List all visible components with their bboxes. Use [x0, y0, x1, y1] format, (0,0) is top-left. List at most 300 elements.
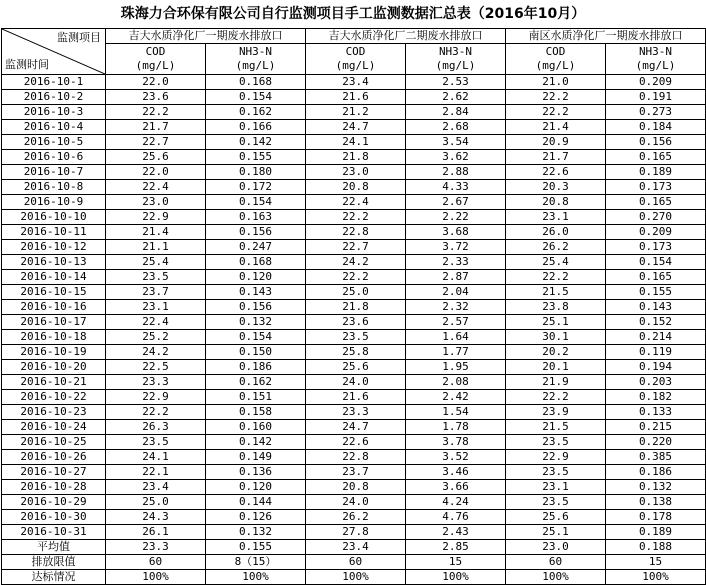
value-cell: 21.6	[306, 90, 406, 105]
value-cell: 0.156	[606, 135, 706, 150]
value-cell: 25.6	[106, 150, 206, 165]
value-cell: 0.163	[206, 210, 306, 225]
value-cell: 0.168	[206, 255, 306, 270]
value-cell: 0.120	[206, 270, 306, 285]
table-row	[2, 165, 706, 180]
param-unit-label: (mg/L)	[635, 59, 676, 72]
value-cell: 0.150	[206, 345, 306, 360]
date-cell: 2016-10-10	[2, 210, 106, 225]
value-cell: 20.1	[506, 360, 606, 375]
value-cell: 22.9	[506, 450, 606, 465]
value-cell: 25.1	[506, 525, 606, 540]
value-cell: 23.0	[306, 165, 406, 180]
value-cell: 23.5	[506, 465, 606, 480]
value-cell: 23.7	[106, 285, 206, 300]
value-cell: 0.168	[206, 75, 306, 90]
value-cell: 0.209	[606, 75, 706, 90]
date-cell: 2016-10-6	[2, 150, 106, 165]
value-cell: 0.209	[606, 225, 706, 240]
table-row	[2, 435, 706, 450]
date-cell: 2016-10-26	[2, 450, 106, 465]
value-cell: 0.220	[606, 435, 706, 450]
date-cell: 2016-10-9	[2, 195, 106, 210]
value-cell: 22.2	[106, 405, 206, 420]
value-cell: 0.247	[206, 240, 306, 255]
value-cell: 20.8	[306, 480, 406, 495]
value-cell: 100%	[506, 570, 606, 585]
value-cell: 2.68	[406, 120, 506, 135]
table-row	[2, 225, 706, 240]
value-cell: 0.165	[606, 195, 706, 210]
value-cell: 3.72	[406, 240, 506, 255]
value-cell: 0.178	[606, 510, 706, 525]
table-row	[2, 420, 706, 435]
value-cell: 25.4	[506, 255, 606, 270]
value-cell: 0.214	[606, 330, 706, 345]
table-row	[2, 135, 706, 150]
report-title: 珠海力合环保有限公司自行监测项目手工监测数据汇总表（2016年10月）	[120, 6, 586, 22]
value-cell: 0.162	[206, 105, 306, 120]
table-row	[2, 150, 706, 165]
value-cell: 0.273	[606, 105, 706, 120]
value-cell: 0.162	[206, 375, 306, 390]
value-cell: 23.1	[106, 300, 206, 315]
value-cell: 23.5	[106, 435, 206, 450]
param-cod-header	[306, 44, 406, 75]
param-unit-label: (mg/L)	[135, 59, 176, 72]
date-cell: 2016-10-3	[2, 105, 106, 120]
value-cell: 2.87	[406, 270, 506, 285]
value-cell: 21.7	[506, 150, 606, 165]
value-cell: 0.270	[606, 210, 706, 225]
value-cell: 4.76	[406, 510, 506, 525]
param-unit-label: (mg/L)	[535, 59, 576, 72]
value-cell: 0.156	[206, 300, 306, 315]
value-cell: 0.119	[606, 345, 706, 360]
value-cell: 0.155	[206, 150, 306, 165]
table-row	[2, 405, 706, 420]
value-cell: 24.3	[106, 510, 206, 525]
date-cell: 2016-10-7	[2, 165, 106, 180]
value-cell: 0.144	[206, 495, 306, 510]
value-cell: 8（15）	[206, 555, 306, 570]
date-cell: 2016-10-22	[2, 390, 106, 405]
value-cell: 21.6	[306, 390, 406, 405]
outlet-header-2: 吉大水质净化厂二期废水排放口	[306, 29, 506, 44]
value-cell: 2.88	[406, 165, 506, 180]
value-cell: 1.64	[406, 330, 506, 345]
table-row	[2, 180, 706, 195]
value-cell: 2.67	[406, 195, 506, 210]
param-nh3-header	[606, 44, 706, 75]
date-cell: 2016-10-16	[2, 300, 106, 315]
value-cell: 0.165	[606, 270, 706, 285]
value-cell: 2.08	[406, 375, 506, 390]
value-cell: 20.8	[506, 195, 606, 210]
value-cell: 22.2	[306, 210, 406, 225]
value-cell: 0.160	[206, 420, 306, 435]
value-cell: 24.0	[306, 495, 406, 510]
value-cell: 0.155	[606, 285, 706, 300]
date-cell: 2016-10-20	[2, 360, 106, 375]
value-cell: 0.143	[606, 300, 706, 315]
table-row	[2, 240, 706, 255]
value-cell: 0.143	[206, 285, 306, 300]
value-cell: 21.4	[506, 120, 606, 135]
value-cell: 21.8	[306, 300, 406, 315]
date-cell: 2016-10-28	[2, 480, 106, 495]
table-row	[2, 510, 706, 525]
value-cell: 22.4	[106, 315, 206, 330]
table-row	[2, 495, 706, 510]
value-cell: 0.132	[206, 315, 306, 330]
value-cell: 20.9	[506, 135, 606, 150]
value-cell: 15	[406, 555, 506, 570]
date-cell: 2016-10-18	[2, 330, 106, 345]
value-cell: 22.1	[106, 465, 206, 480]
value-cell: 23.4	[306, 540, 406, 555]
value-cell: 2.33	[406, 255, 506, 270]
value-cell: 21.9	[506, 375, 606, 390]
value-cell: 22.5	[106, 360, 206, 375]
date-cell: 2016-10-25	[2, 435, 106, 450]
value-cell: 0.156	[206, 225, 306, 240]
date-cell: 2016-10-1	[2, 75, 106, 90]
value-cell: 1.95	[406, 360, 506, 375]
value-cell: 0.186	[206, 360, 306, 375]
value-cell: 22.2	[506, 105, 606, 120]
param-cod-label: COD	[345, 45, 366, 58]
table-row	[2, 450, 706, 465]
value-cell: 23.1	[506, 480, 606, 495]
value-cell: 23.1	[506, 210, 606, 225]
summary-body	[2, 540, 706, 585]
value-cell: 0.120	[206, 480, 306, 495]
value-cell: 0.165	[606, 150, 706, 165]
value-cell: 23.9	[506, 405, 606, 420]
value-cell: 0.186	[606, 465, 706, 480]
date-cell: 2016-10-27	[2, 465, 106, 480]
value-cell: 3.62	[406, 150, 506, 165]
date-cell: 2016-10-2	[2, 90, 106, 105]
value-cell: 23.6	[106, 90, 206, 105]
table-row	[2, 105, 706, 120]
summary-row	[2, 555, 706, 570]
table-row	[2, 255, 706, 270]
value-cell: 2.42	[406, 390, 506, 405]
value-cell: 22.7	[306, 240, 406, 255]
value-cell: 23.3	[306, 405, 406, 420]
value-cell: 24.7	[306, 420, 406, 435]
value-cell: 22.2	[506, 270, 606, 285]
value-cell: 26.2	[306, 510, 406, 525]
daily-data-body	[2, 75, 706, 540]
param-nh3-label: NH3-N	[238, 45, 273, 58]
value-cell: 0.154	[606, 255, 706, 270]
value-cell: 4.33	[406, 180, 506, 195]
table-row	[2, 465, 706, 480]
table-row	[2, 330, 706, 345]
table-row	[2, 195, 706, 210]
value-cell: 60	[506, 555, 606, 570]
value-cell: 25.6	[306, 360, 406, 375]
date-cell: 2016-10-11	[2, 225, 106, 240]
summary-label-cell: 达标情况	[2, 570, 106, 585]
value-cell: 24.7	[306, 120, 406, 135]
value-cell: 100%	[606, 570, 706, 585]
param-unit-label: (mg/L)	[235, 59, 276, 72]
table-row	[2, 75, 706, 90]
date-cell: 2016-10-23	[2, 405, 106, 420]
value-cell: 0.182	[606, 390, 706, 405]
value-cell: 23.4	[106, 480, 206, 495]
value-cell: 2.53	[406, 75, 506, 90]
value-cell: 0.172	[206, 180, 306, 195]
value-cell: 22.4	[306, 195, 406, 210]
value-cell: 0.133	[606, 405, 706, 420]
value-cell: 2.62	[406, 90, 506, 105]
table-row	[2, 90, 706, 105]
value-cell: 2.57	[406, 315, 506, 330]
table-row	[2, 210, 706, 225]
value-cell: 100%	[306, 570, 406, 585]
value-cell: 3.78	[406, 435, 506, 450]
value-cell: 0.132	[206, 525, 306, 540]
value-cell: 20.8	[306, 180, 406, 195]
value-cell: 27.8	[306, 525, 406, 540]
table-row	[2, 270, 706, 285]
value-cell: 25.0	[306, 285, 406, 300]
param-unit-label: (mg/L)	[335, 59, 376, 72]
table-row	[2, 300, 706, 315]
value-cell: 0.126	[206, 510, 306, 525]
value-cell: 0.215	[606, 420, 706, 435]
value-cell: 24.2	[106, 345, 206, 360]
value-cell: 2.22	[406, 210, 506, 225]
value-cell: 21.5	[506, 285, 606, 300]
value-cell: 2.43	[406, 525, 506, 540]
param-cod-label: COD	[145, 45, 166, 58]
parameter-header-row	[2, 44, 706, 75]
value-cell: 0.189	[606, 525, 706, 540]
date-cell: 2016-10-29	[2, 495, 106, 510]
value-cell: 25.2	[106, 330, 206, 345]
summary-label-cell: 平均值	[2, 540, 106, 555]
param-unit-label: (mg/L)	[435, 59, 476, 72]
date-cell: 2016-10-21	[2, 375, 106, 390]
param-cod-header	[106, 44, 206, 75]
value-cell: 2.84	[406, 105, 506, 120]
value-cell: 0.184	[606, 120, 706, 135]
value-cell: 0.173	[606, 180, 706, 195]
value-cell: 22.8	[306, 225, 406, 240]
value-cell: 22.8	[306, 450, 406, 465]
value-cell: 26.1	[106, 525, 206, 540]
table-row	[2, 390, 706, 405]
value-cell: 23.6	[306, 315, 406, 330]
value-cell: 0.173	[606, 240, 706, 255]
value-cell: 0.158	[206, 405, 306, 420]
value-cell: 23.5	[306, 330, 406, 345]
value-cell: 21.7	[106, 120, 206, 135]
date-cell: 2016-10-31	[2, 525, 106, 540]
value-cell: 3.46	[406, 465, 506, 480]
value-cell: 100%	[406, 570, 506, 585]
table-row	[2, 315, 706, 330]
value-cell: 0.194	[606, 360, 706, 375]
param-cod-label: COD	[545, 45, 566, 58]
diagonal-header-cell	[2, 29, 106, 75]
value-cell: 22.6	[506, 165, 606, 180]
value-cell: 23.0	[106, 195, 206, 210]
date-cell: 2016-10-19	[2, 345, 106, 360]
value-cell: 21.2	[306, 105, 406, 120]
value-cell: 23.8	[506, 300, 606, 315]
outlet-header-row	[2, 29, 706, 44]
value-cell: 0.151	[206, 390, 306, 405]
value-cell: 0.154	[206, 330, 306, 345]
param-nh3-header	[206, 44, 306, 75]
table-row	[2, 375, 706, 390]
table-row	[2, 345, 706, 360]
value-cell: 22.2	[506, 90, 606, 105]
value-cell: 0.142	[206, 135, 306, 150]
value-cell: 0.191	[606, 90, 706, 105]
table-row	[2, 480, 706, 495]
value-cell: 24.2	[306, 255, 406, 270]
value-cell: 2.32	[406, 300, 506, 315]
value-cell: 23.5	[106, 270, 206, 285]
value-cell: 0.155	[206, 540, 306, 555]
value-cell: 22.7	[106, 135, 206, 150]
value-cell: 22.2	[506, 390, 606, 405]
summary-row	[2, 570, 706, 585]
value-cell: 1.78	[406, 420, 506, 435]
value-cell: 26.3	[106, 420, 206, 435]
value-cell: 20.3	[506, 180, 606, 195]
value-cell: 60	[306, 555, 406, 570]
table-row	[2, 285, 706, 300]
value-cell: 4.24	[406, 495, 506, 510]
value-cell: 0.180	[206, 165, 306, 180]
value-cell: 22.9	[106, 210, 206, 225]
value-cell: 1.77	[406, 345, 506, 360]
value-cell: 0.152	[606, 315, 706, 330]
value-cell: 21.1	[106, 240, 206, 255]
value-cell: 3.68	[406, 225, 506, 240]
value-cell: 25.4	[106, 255, 206, 270]
value-cell: 21.4	[106, 225, 206, 240]
value-cell: 22.0	[106, 165, 206, 180]
value-cell: 3.66	[406, 480, 506, 495]
value-cell: 3.54	[406, 135, 506, 150]
value-cell: 30.1	[506, 330, 606, 345]
value-cell: 23.7	[306, 465, 406, 480]
value-cell: 100%	[106, 570, 206, 585]
value-cell: 0.132	[606, 480, 706, 495]
value-cell: 23.3	[106, 540, 206, 555]
summary-label-cell: 排放限值	[2, 555, 106, 570]
date-cell: 2016-10-15	[2, 285, 106, 300]
param-nh3-label: NH3-N	[638, 45, 673, 58]
table-row	[2, 360, 706, 375]
value-cell: 0.166	[206, 120, 306, 135]
monitoring-time-label: 监测时间	[5, 58, 49, 71]
value-cell: 22.2	[106, 105, 206, 120]
value-cell: 21.5	[506, 420, 606, 435]
value-cell: 60	[106, 555, 206, 570]
value-cell: 100%	[206, 570, 306, 585]
value-cell: 3.52	[406, 450, 506, 465]
value-cell: 2.04	[406, 285, 506, 300]
value-cell: 25.6	[506, 510, 606, 525]
value-cell: 23.3	[106, 375, 206, 390]
value-cell: 0.138	[606, 495, 706, 510]
value-cell: 0.142	[206, 435, 306, 450]
date-cell: 2016-10-13	[2, 255, 106, 270]
monitoring-data-table	[1, 28, 706, 585]
date-cell: 2016-10-8	[2, 180, 106, 195]
value-cell: 0.149	[206, 450, 306, 465]
value-cell: 23.5	[506, 495, 606, 510]
value-cell: 22.2	[306, 270, 406, 285]
value-cell: 25.8	[306, 345, 406, 360]
table-row	[2, 525, 706, 540]
value-cell: 26.0	[506, 225, 606, 240]
param-nh3-header	[406, 44, 506, 75]
date-cell: 2016-10-5	[2, 135, 106, 150]
value-cell: 26.2	[506, 240, 606, 255]
date-cell: 2016-10-14	[2, 270, 106, 285]
value-cell: 23.5	[506, 435, 606, 450]
value-cell: 1.54	[406, 405, 506, 420]
value-cell: 2.85	[406, 540, 506, 555]
value-cell: 0.385	[606, 450, 706, 465]
value-cell: 0.136	[206, 465, 306, 480]
value-cell: 22.9	[106, 390, 206, 405]
value-cell: 0.154	[206, 90, 306, 105]
value-cell: 22.0	[106, 75, 206, 90]
value-cell: 25.1	[506, 315, 606, 330]
date-cell: 2016-10-4	[2, 120, 106, 135]
date-cell: 2016-10-12	[2, 240, 106, 255]
value-cell: 23.4	[306, 75, 406, 90]
value-cell: 0.203	[606, 375, 706, 390]
outlet-header-1: 吉大水质净化厂一期废水排放口	[106, 29, 306, 44]
param-cod-header	[506, 44, 606, 75]
value-cell: 0.188	[606, 540, 706, 555]
date-cell: 2016-10-24	[2, 420, 106, 435]
table-row	[2, 120, 706, 135]
value-cell: 22.4	[106, 180, 206, 195]
value-cell: 22.6	[306, 435, 406, 450]
value-cell: 15	[606, 555, 706, 570]
value-cell: 21.8	[306, 150, 406, 165]
value-cell: 24.0	[306, 375, 406, 390]
outlet-header-3: 南区水质净化厂一期废水排放口	[506, 29, 706, 44]
value-cell: 0.189	[606, 165, 706, 180]
param-nh3-label: NH3-N	[438, 45, 473, 58]
value-cell: 25.0	[106, 495, 206, 510]
value-cell: 24.1	[306, 135, 406, 150]
date-cell: 2016-10-30	[2, 510, 106, 525]
date-cell: 2016-10-17	[2, 315, 106, 330]
value-cell: 0.154	[206, 195, 306, 210]
monitoring-item-label: 监测项目	[57, 31, 101, 44]
summary-row	[2, 540, 706, 555]
value-cell: 23.0	[506, 540, 606, 555]
value-cell: 20.2	[506, 345, 606, 360]
